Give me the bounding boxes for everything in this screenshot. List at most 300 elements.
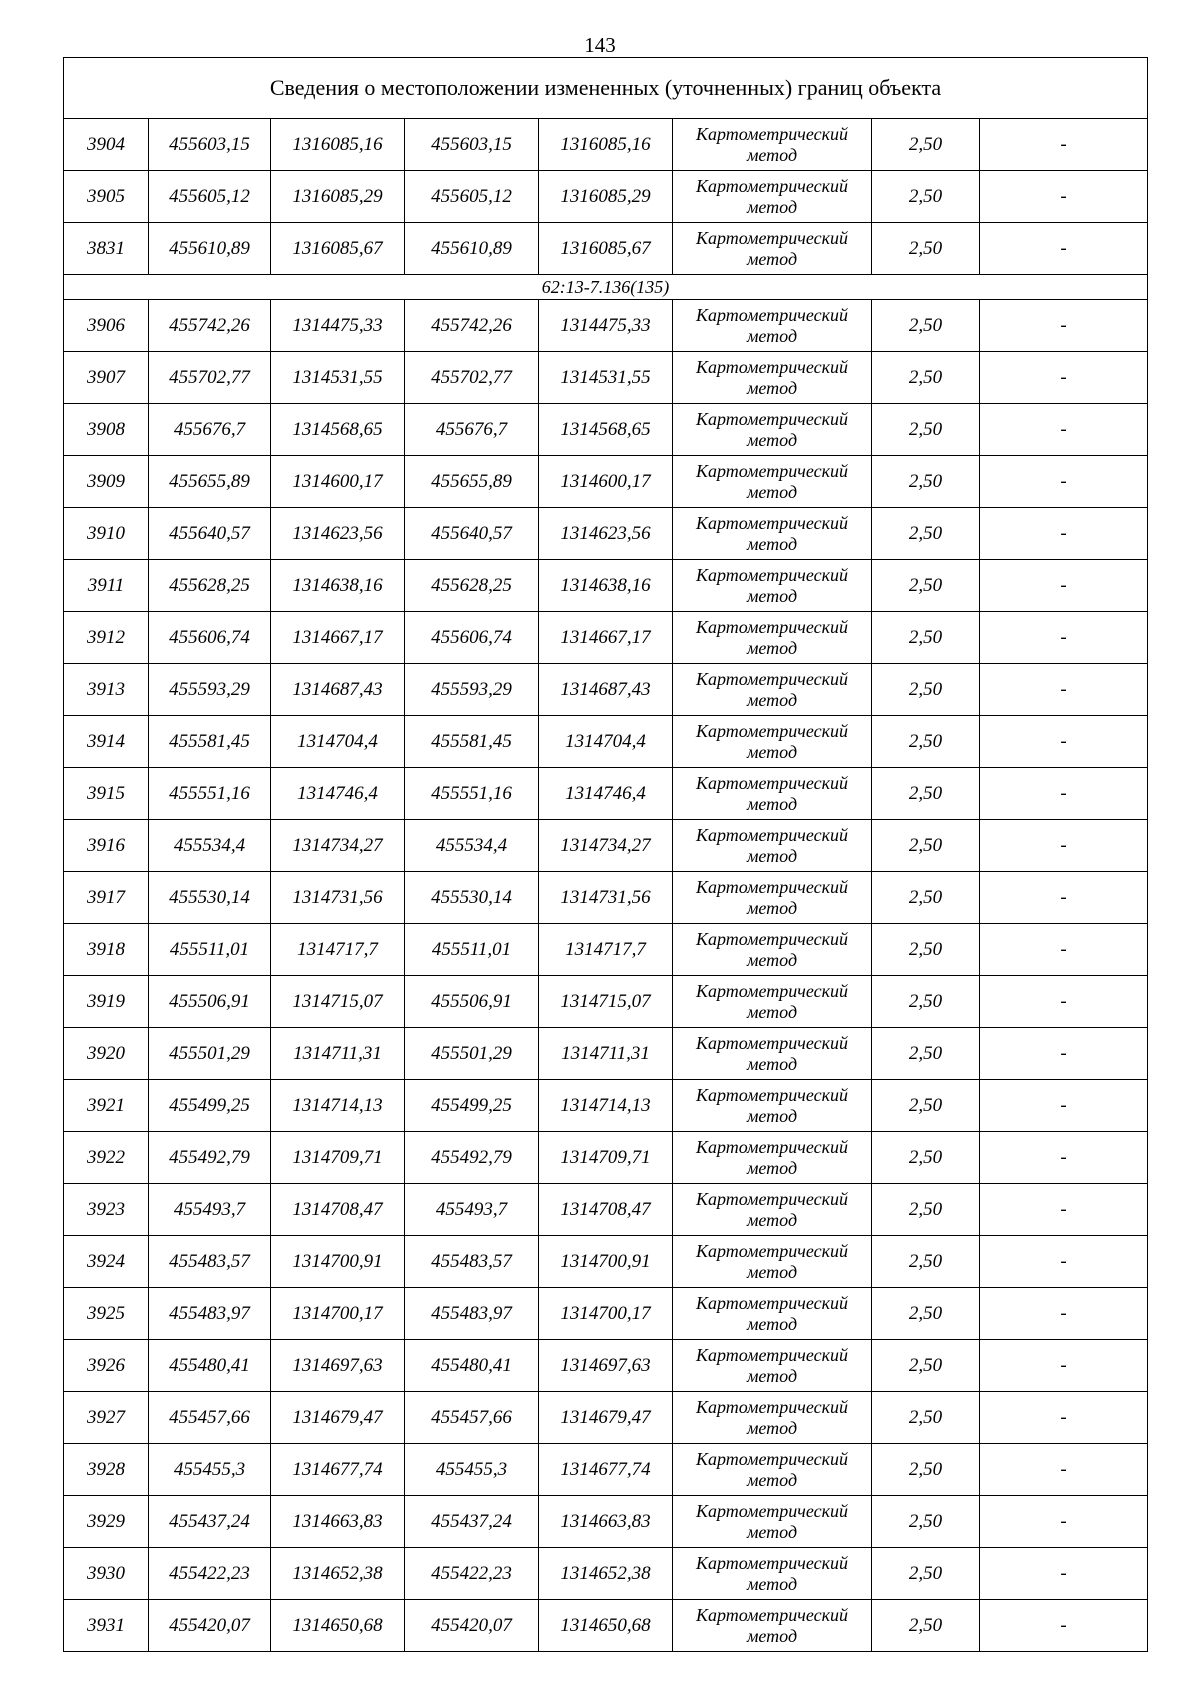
x-new-cell: 455511,01 (405, 924, 539, 976)
method-cell (673, 664, 872, 716)
accuracy-cell: 2,50 (872, 716, 980, 768)
table-row (64, 1340, 1148, 1392)
y-existing-cell: 1314650,68 (271, 1600, 405, 1652)
remark-cell: - (980, 1132, 1148, 1184)
accuracy-cell: 2,50 (872, 171, 980, 223)
accuracy-cell: 2,50 (872, 1132, 980, 1184)
remark-cell: - (980, 1600, 1148, 1652)
y-existing-cell: 1314709,71 (271, 1132, 405, 1184)
table-row (64, 1132, 1148, 1184)
method-cell (673, 976, 872, 1028)
accuracy-cell: 2,50 (872, 1340, 980, 1392)
method-text: метод (746, 249, 798, 269)
y-existing-cell: 1314679,47 (271, 1392, 405, 1444)
y-existing-cell: 1314700,91 (271, 1236, 405, 1288)
method-text: метод (746, 1210, 798, 1230)
point-number-cell: 3907 (64, 352, 149, 404)
remark-cell: - (980, 924, 1148, 976)
remark-cell: - (980, 1184, 1148, 1236)
method-text: метод (746, 1418, 798, 1438)
method-text: метод (746, 430, 798, 450)
y-existing-cell: 1314568,65 (271, 404, 405, 456)
table-row (64, 1028, 1148, 1080)
method-text: Картометрический (695, 565, 848, 585)
method-text: метод (746, 1002, 798, 1022)
method-text: Картометрический (695, 669, 848, 689)
table-row (64, 664, 1148, 716)
y-new-cell: 1314568,65 (539, 404, 673, 456)
accuracy-cell: 2,50 (872, 456, 980, 508)
method-text: метод (746, 1470, 798, 1490)
accuracy-cell: 2,50 (872, 1392, 980, 1444)
point-number-cell: 3931 (64, 1600, 149, 1652)
y-existing-cell: 1314623,56 (271, 508, 405, 560)
method-cell (673, 924, 872, 976)
y-new-cell: 1314652,38 (539, 1548, 673, 1600)
y-new-cell: 1314650,68 (539, 1600, 673, 1652)
x-existing-cell: 455702,77 (149, 352, 271, 404)
x-new-cell: 455742,26 (405, 300, 539, 352)
y-new-cell: 1314679,47 (539, 1392, 673, 1444)
remark-cell: - (980, 1028, 1148, 1080)
x-existing-cell: 455655,89 (149, 456, 271, 508)
method-cell (673, 1392, 872, 1444)
accuracy-cell: 2,50 (872, 924, 980, 976)
y-existing-cell: 1314731,56 (271, 872, 405, 924)
point-number-cell: 3927 (64, 1392, 149, 1444)
x-existing-cell: 455676,7 (149, 404, 271, 456)
method-text: метод (746, 1522, 798, 1542)
point-number-cell: 3925 (64, 1288, 149, 1340)
method-text: Картометрический (695, 409, 848, 429)
y-new-cell: 1314531,55 (539, 352, 673, 404)
method-text: Картометрический (695, 305, 848, 325)
y-new-cell: 1314677,74 (539, 1444, 673, 1496)
method-text: Картометрический (695, 1033, 848, 1053)
table-row (64, 560, 1148, 612)
remark-cell: - (980, 508, 1148, 560)
x-new-cell: 455603,15 (405, 119, 539, 171)
x-new-cell: 455605,12 (405, 171, 539, 223)
remark-cell: - (980, 404, 1148, 456)
method-text: Картометрический (695, 877, 848, 897)
method-cell (673, 1080, 872, 1132)
point-number-cell: 3921 (64, 1080, 149, 1132)
method-text: Картометрический (695, 228, 848, 248)
x-new-cell: 455676,7 (405, 404, 539, 456)
method-cell (673, 119, 872, 171)
method-text: метод (746, 1262, 798, 1282)
y-existing-cell: 1314700,17 (271, 1288, 405, 1340)
table-row (64, 404, 1148, 456)
method-cell (673, 1496, 872, 1548)
method-text: Картометрический (695, 721, 848, 741)
x-new-cell: 455501,29 (405, 1028, 539, 1080)
y-new-cell: 1314704,4 (539, 716, 673, 768)
method-text: Картометрический (695, 1397, 848, 1417)
y-new-cell: 1316085,16 (539, 119, 673, 171)
method-cell (673, 716, 872, 768)
method-cell (673, 223, 872, 275)
y-existing-cell: 1314638,16 (271, 560, 405, 612)
method-cell (673, 560, 872, 612)
x-new-cell: 455457,66 (405, 1392, 539, 1444)
method-cell (673, 352, 872, 404)
method-text: метод (746, 794, 798, 814)
y-new-cell: 1314714,13 (539, 1080, 673, 1132)
method-text: Картометрический (695, 929, 848, 949)
x-new-cell: 455499,25 (405, 1080, 539, 1132)
accuracy-cell: 2,50 (872, 1444, 980, 1496)
x-existing-cell: 455610,89 (149, 223, 271, 275)
method-text: метод (746, 1626, 798, 1646)
y-new-cell: 1314475,33 (539, 300, 673, 352)
x-existing-cell: 455530,14 (149, 872, 271, 924)
remark-cell: - (980, 1236, 1148, 1288)
method-text: Картометрический (695, 1137, 848, 1157)
x-new-cell: 455655,89 (405, 456, 539, 508)
method-text: Картометрический (695, 357, 848, 377)
y-existing-cell: 1314697,63 (271, 1340, 405, 1392)
table-row (64, 716, 1148, 768)
y-new-cell: 1314708,47 (539, 1184, 673, 1236)
x-existing-cell: 455492,79 (149, 1132, 271, 1184)
point-number-cell: 3930 (64, 1548, 149, 1600)
y-existing-cell: 1314687,43 (271, 664, 405, 716)
method-cell (673, 612, 872, 664)
x-new-cell: 455493,7 (405, 1184, 539, 1236)
x-existing-cell: 455499,25 (149, 1080, 271, 1132)
method-text: метод (746, 1158, 798, 1178)
y-existing-cell: 1314475,33 (271, 300, 405, 352)
accuracy-cell: 2,50 (872, 872, 980, 924)
accuracy-cell: 2,50 (872, 1184, 980, 1236)
remark-cell: - (980, 1496, 1148, 1548)
table-row (64, 223, 1148, 275)
method-cell (673, 171, 872, 223)
y-new-cell: 1314638,16 (539, 560, 673, 612)
x-existing-cell: 455483,97 (149, 1288, 271, 1340)
method-text: Картометрический (695, 176, 848, 196)
method-text: Картометрический (695, 981, 848, 1001)
table-row (64, 924, 1148, 976)
x-existing-cell: 455480,41 (149, 1340, 271, 1392)
point-number-cell: 3914 (64, 716, 149, 768)
x-existing-cell: 455483,57 (149, 1236, 271, 1288)
point-number-cell: 3904 (64, 119, 149, 171)
method-text: Картометрический (695, 825, 848, 845)
method-text: Картометрический (695, 1085, 848, 1105)
accuracy-cell: 2,50 (872, 976, 980, 1028)
x-new-cell: 455483,57 (405, 1236, 539, 1288)
x-existing-cell: 455551,16 (149, 768, 271, 820)
method-cell (673, 1132, 872, 1184)
point-number-cell: 3916 (64, 820, 149, 872)
x-existing-cell: 455422,23 (149, 1548, 271, 1600)
table-row (64, 1444, 1148, 1496)
x-new-cell: 455422,23 (405, 1548, 539, 1600)
point-number-cell: 3905 (64, 171, 149, 223)
x-new-cell: 455551,16 (405, 768, 539, 820)
accuracy-cell: 2,50 (872, 223, 980, 275)
table-row (64, 119, 1148, 171)
x-new-cell: 455581,45 (405, 716, 539, 768)
method-cell (673, 768, 872, 820)
y-new-cell: 1314731,56 (539, 872, 673, 924)
method-text: метод (746, 326, 798, 346)
point-number-cell: 3918 (64, 924, 149, 976)
method-text: метод (746, 846, 798, 866)
table-row (64, 352, 1148, 404)
accuracy-cell: 2,50 (872, 119, 980, 171)
method-text: Картометрический (695, 1501, 848, 1521)
x-new-cell: 455483,97 (405, 1288, 539, 1340)
y-new-cell: 1314709,71 (539, 1132, 673, 1184)
point-number-cell: 3915 (64, 768, 149, 820)
table-row (64, 872, 1148, 924)
y-new-cell: 1316085,67 (539, 223, 673, 275)
method-text: метод (746, 534, 798, 554)
table-row (64, 171, 1148, 223)
method-text: метод (746, 690, 798, 710)
accuracy-cell: 2,50 (872, 508, 980, 560)
point-number-cell: 3922 (64, 1132, 149, 1184)
y-new-cell: 1316085,29 (539, 171, 673, 223)
y-existing-cell: 1314717,7 (271, 924, 405, 976)
method-cell (673, 820, 872, 872)
method-cell (673, 1288, 872, 1340)
accuracy-cell: 2,50 (872, 1548, 980, 1600)
x-existing-cell: 455628,25 (149, 560, 271, 612)
y-existing-cell: 1314734,27 (271, 820, 405, 872)
accuracy-cell: 2,50 (872, 1600, 980, 1652)
x-existing-cell: 455640,57 (149, 508, 271, 560)
table-row (64, 1288, 1148, 1340)
table-row (64, 300, 1148, 352)
accuracy-cell: 2,50 (872, 820, 980, 872)
x-new-cell: 455420,07 (405, 1600, 539, 1652)
remark-cell: - (980, 171, 1148, 223)
y-existing-cell: 1314667,17 (271, 612, 405, 664)
method-text: метод (746, 1314, 798, 1334)
accuracy-cell: 2,50 (872, 612, 980, 664)
remark-cell: - (980, 768, 1148, 820)
remark-cell: - (980, 1340, 1148, 1392)
method-text: Картометрический (695, 1241, 848, 1261)
y-existing-cell: 1314708,47 (271, 1184, 405, 1236)
x-existing-cell: 455437,24 (149, 1496, 271, 1548)
method-text: метод (746, 1574, 798, 1594)
y-new-cell: 1314700,91 (539, 1236, 673, 1288)
remark-cell: - (980, 1548, 1148, 1600)
table-row (64, 1080, 1148, 1132)
y-new-cell: 1314667,17 (539, 612, 673, 664)
y-new-cell: 1314663,83 (539, 1496, 673, 1548)
point-number-cell: 3923 (64, 1184, 149, 1236)
y-new-cell: 1314623,56 (539, 508, 673, 560)
y-existing-cell: 1314677,74 (271, 1444, 405, 1496)
x-new-cell: 455480,41 (405, 1340, 539, 1392)
table-row (64, 768, 1148, 820)
point-number-cell: 3906 (64, 300, 149, 352)
accuracy-cell: 2,50 (872, 768, 980, 820)
method-cell (673, 508, 872, 560)
y-new-cell: 1314717,7 (539, 924, 673, 976)
point-number-cell: 3912 (64, 612, 149, 664)
y-existing-cell: 1314714,13 (271, 1080, 405, 1132)
accuracy-cell: 2,50 (872, 404, 980, 456)
table-row (64, 1548, 1148, 1600)
y-new-cell: 1314600,17 (539, 456, 673, 508)
x-new-cell: 455606,74 (405, 612, 539, 664)
x-existing-cell: 455603,15 (149, 119, 271, 171)
method-text: Картометрический (695, 1605, 848, 1625)
method-text: Картометрический (695, 1189, 848, 1209)
y-new-cell: 1314687,43 (539, 664, 673, 716)
x-new-cell: 455534,4 (405, 820, 539, 872)
remark-cell: - (980, 716, 1148, 768)
x-new-cell: 455530,14 (405, 872, 539, 924)
y-new-cell: 1314697,63 (539, 1340, 673, 1392)
remark-cell: - (980, 664, 1148, 716)
remark-cell: - (980, 456, 1148, 508)
method-text: Картометрический (695, 1293, 848, 1313)
x-existing-cell: 455420,07 (149, 1600, 271, 1652)
x-new-cell: 455455,3 (405, 1444, 539, 1496)
x-existing-cell: 455506,91 (149, 976, 271, 1028)
accuracy-cell: 2,50 (872, 1080, 980, 1132)
x-existing-cell: 455606,74 (149, 612, 271, 664)
method-cell (673, 1548, 872, 1600)
method-text: метод (746, 378, 798, 398)
x-new-cell: 455610,89 (405, 223, 539, 275)
accuracy-cell: 2,50 (872, 300, 980, 352)
accuracy-cell: 2,50 (872, 352, 980, 404)
method-text: Картометрический (695, 124, 848, 144)
y-new-cell: 1314746,4 (539, 768, 673, 820)
x-existing-cell: 455742,26 (149, 300, 271, 352)
boundary-coordinates-table (63, 57, 1148, 1652)
method-cell (673, 456, 872, 508)
method-cell (673, 404, 872, 456)
y-new-cell: 1314711,31 (539, 1028, 673, 1080)
method-text: Картометрический (695, 1345, 848, 1365)
y-existing-cell: 1314663,83 (271, 1496, 405, 1548)
table-title: Сведения о местоположении измененных (уточненных) границ объекта (64, 58, 1148, 119)
accuracy-cell: 2,50 (872, 1028, 980, 1080)
point-number-cell: 3917 (64, 872, 149, 924)
point-number-cell: 3909 (64, 456, 149, 508)
table-row (64, 456, 1148, 508)
remark-cell: - (980, 820, 1148, 872)
remark-cell: - (980, 1444, 1148, 1496)
point-number-cell: 3929 (64, 1496, 149, 1548)
x-existing-cell: 455493,7 (149, 1184, 271, 1236)
method-cell (673, 1600, 872, 1652)
y-existing-cell: 1314711,31 (271, 1028, 405, 1080)
table-row (64, 976, 1148, 1028)
y-new-cell: 1314734,27 (539, 820, 673, 872)
method-text: метод (746, 586, 798, 606)
method-text: метод (746, 1366, 798, 1386)
method-text: Картометрический (695, 461, 848, 481)
x-existing-cell: 455455,3 (149, 1444, 271, 1496)
method-text: Картометрический (695, 617, 848, 637)
table-row (64, 820, 1148, 872)
point-number-cell: 3831 (64, 223, 149, 275)
table-row (64, 1184, 1148, 1236)
method-cell (673, 872, 872, 924)
table-title-row (64, 58, 1148, 119)
point-number-cell: 3908 (64, 404, 149, 456)
remark-cell: - (980, 872, 1148, 924)
accuracy-cell: 2,50 (872, 664, 980, 716)
remark-cell: - (980, 976, 1148, 1028)
remark-cell: - (980, 1288, 1148, 1340)
y-existing-cell: 1314746,4 (271, 768, 405, 820)
method-cell (673, 1340, 872, 1392)
remark-cell: - (980, 1080, 1148, 1132)
x-new-cell: 455506,91 (405, 976, 539, 1028)
method-text: метод (746, 197, 798, 217)
y-new-cell: 1314715,07 (539, 976, 673, 1028)
method-text: метод (746, 950, 798, 970)
y-existing-cell: 1314715,07 (271, 976, 405, 1028)
x-new-cell: 455593,29 (405, 664, 539, 716)
point-number-cell: 3924 (64, 1236, 149, 1288)
y-existing-cell: 1316085,16 (271, 119, 405, 171)
table-row (64, 1392, 1148, 1444)
point-number-cell: 3920 (64, 1028, 149, 1080)
point-number-cell: 3919 (64, 976, 149, 1028)
method-cell (673, 1236, 872, 1288)
y-existing-cell: 1316085,29 (271, 171, 405, 223)
table-row (64, 508, 1148, 560)
y-existing-cell: 1314704,4 (271, 716, 405, 768)
y-existing-cell: 1314652,38 (271, 1548, 405, 1600)
x-new-cell: 455437,24 (405, 1496, 539, 1548)
method-text: метод (746, 145, 798, 165)
accuracy-cell: 2,50 (872, 1288, 980, 1340)
table-row (64, 1496, 1148, 1548)
x-existing-cell: 455457,66 (149, 1392, 271, 1444)
method-text: метод (746, 1054, 798, 1074)
method-cell (673, 300, 872, 352)
table-row (64, 612, 1148, 664)
table-row (64, 1236, 1148, 1288)
remark-cell: - (980, 560, 1148, 612)
x-existing-cell: 455605,12 (149, 171, 271, 223)
x-new-cell: 455628,25 (405, 560, 539, 612)
point-number-cell: 3910 (64, 508, 149, 560)
x-new-cell: 455640,57 (405, 508, 539, 560)
method-cell (673, 1184, 872, 1236)
x-existing-cell: 455534,4 (149, 820, 271, 872)
remark-cell: - (980, 612, 1148, 664)
x-existing-cell: 455593,29 (149, 664, 271, 716)
point-number-cell: 3926 (64, 1340, 149, 1392)
table-row (64, 1600, 1148, 1652)
accuracy-cell: 2,50 (872, 1496, 980, 1548)
y-new-cell: 1314700,17 (539, 1288, 673, 1340)
page-number: 143 (584, 33, 616, 57)
y-existing-cell: 1314531,55 (271, 352, 405, 404)
x-existing-cell: 455581,45 (149, 716, 271, 768)
section-row (64, 275, 1148, 300)
y-existing-cell: 1316085,67 (271, 223, 405, 275)
method-text: метод (746, 482, 798, 502)
x-new-cell: 455702,77 (405, 352, 539, 404)
